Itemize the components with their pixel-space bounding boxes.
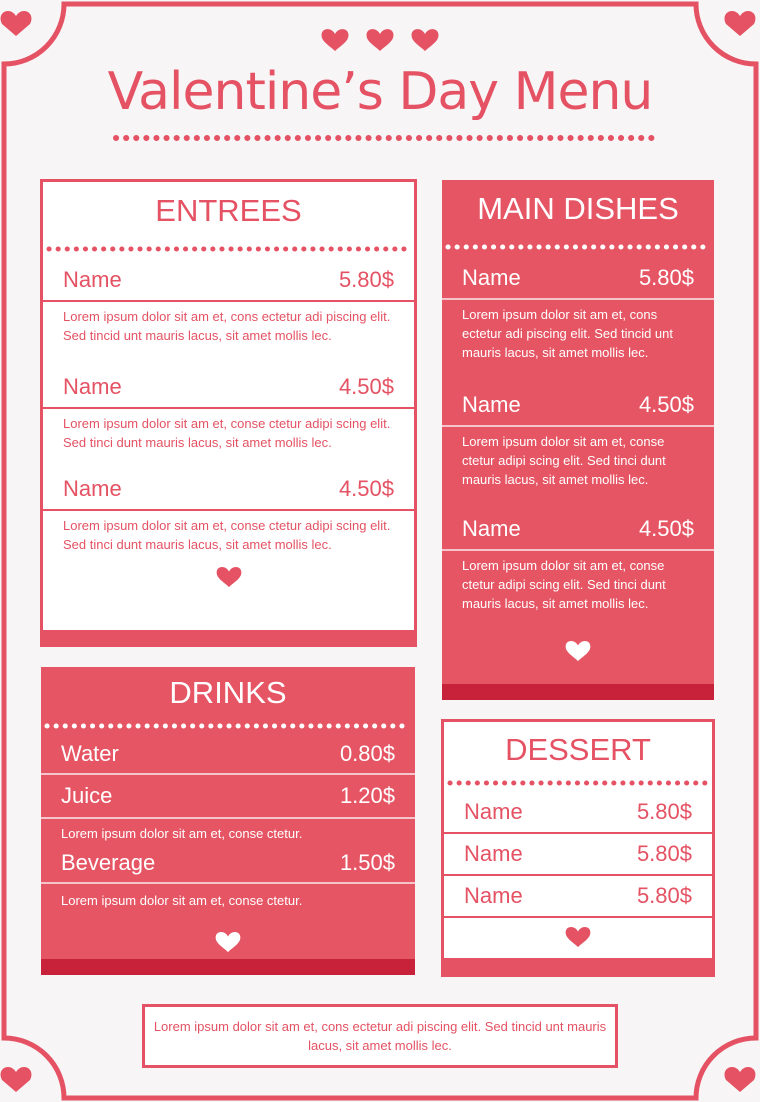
heart-icon bbox=[215, 931, 241, 953]
item-price: 5.80$ bbox=[636, 799, 692, 824]
heart-icon bbox=[565, 640, 591, 662]
item-description: Lorem ipsum dolor sit am et, conse ctetur. bbox=[61, 826, 303, 841]
menu-item bbox=[41, 735, 415, 773]
item-description: Lorem ipsum dolor sit am et, conse ctetur adipi scing elit. Sed tinci dunt mauris lacus, sit amet mollis lec. bbox=[63, 416, 391, 450]
menu-item bbox=[43, 469, 414, 509]
item-description: Lorem ipsum dolor sit am et, conse ctetur adipi scing elit. Sed tinci dunt mauris lacus, sit amet mollis lec. bbox=[462, 558, 666, 611]
item-price: 4.50$ bbox=[338, 476, 394, 501]
entrees-heading: ENTREES bbox=[155, 193, 302, 228]
item-price: 1.20$ bbox=[339, 783, 395, 808]
menu-item bbox=[41, 844, 415, 882]
panel-footer-bar bbox=[444, 958, 712, 974]
item-name: Name bbox=[63, 476, 122, 501]
item-price: 5.80$ bbox=[338, 267, 394, 292]
heart-icon bbox=[321, 28, 349, 52]
item-description: Lorem ipsum dolor sit am et, cons ectetur adi piscing elit. Sed tincid unt mauris lacus, sit amet mollis lec. bbox=[63, 309, 391, 343]
item-divider bbox=[442, 425, 714, 427]
dessert-heading: DESSERT bbox=[505, 732, 651, 767]
item-divider bbox=[442, 298, 714, 300]
item-name: Name bbox=[464, 883, 523, 908]
item-name: Name bbox=[462, 265, 521, 290]
main-dishes-heading: MAIN DISHES bbox=[477, 191, 679, 226]
dotted-divider bbox=[444, 243, 712, 251]
title-hearts bbox=[0, 28, 760, 52]
item-name: Juice bbox=[61, 783, 113, 808]
drinks-panel bbox=[41, 667, 415, 975]
item-name: Name bbox=[464, 799, 523, 824]
dessert-panel bbox=[441, 719, 715, 977]
menu-item bbox=[444, 792, 712, 832]
panel-heart bbox=[442, 640, 714, 667]
corner-heart-bottom-left-icon bbox=[1, 1067, 32, 1092]
item-divider bbox=[41, 817, 415, 819]
panel-footer-bar bbox=[43, 630, 414, 644]
item-price: 5.80$ bbox=[636, 841, 692, 866]
corner-heart-bottom-right-icon bbox=[725, 1067, 756, 1092]
item-divider bbox=[43, 407, 414, 409]
page-title: Valentine’s Day Menu bbox=[107, 62, 653, 122]
footer-text: Lorem ipsum dolor sit am et, cons ectetur adi piscing elit. Sed tincid unt mauris lacus, sit amet mollis lec. bbox=[153, 1019, 607, 1053]
panel-heart bbox=[43, 566, 414, 593]
heart-icon bbox=[565, 926, 591, 948]
menu-item bbox=[444, 876, 712, 916]
menu-item bbox=[41, 775, 415, 817]
item-name: Name bbox=[462, 392, 521, 417]
item-price: 4.50$ bbox=[338, 374, 394, 399]
heart-icon bbox=[216, 566, 242, 588]
item-price: 1.50$ bbox=[339, 850, 395, 875]
main-dishes-panel bbox=[442, 180, 714, 700]
item-name: Water bbox=[61, 741, 119, 766]
menu-item bbox=[442, 258, 714, 298]
item-divider bbox=[442, 549, 714, 551]
item-divider bbox=[43, 509, 414, 511]
menu-item bbox=[442, 509, 714, 549]
panel-heart bbox=[41, 931, 415, 958]
item-name: Name bbox=[63, 267, 122, 292]
dotted-divider bbox=[446, 779, 712, 787]
heart-icon bbox=[366, 28, 394, 52]
panel-heart bbox=[444, 926, 712, 953]
item-name: Name bbox=[63, 374, 122, 399]
item-name: Name bbox=[462, 516, 521, 541]
heart-icon bbox=[411, 28, 439, 52]
item-name: Name bbox=[464, 841, 523, 866]
item-description: Lorem ipsum dolor sit am et, conse ctetur adipi scing elit. Sed tinci dunt mauris lacus, sit amet mollis lec. bbox=[63, 518, 391, 552]
item-price: 5.80$ bbox=[638, 265, 694, 290]
menu-item bbox=[43, 260, 414, 300]
item-description: Lorem ipsum dolor sit am et, cons ectetur adi piscing elit. Sed tincid unt mauris lacus, sit amet mollis lec. bbox=[462, 307, 674, 360]
menu-item bbox=[444, 834, 712, 874]
menu-item bbox=[442, 385, 714, 425]
dotted-divider bbox=[45, 245, 413, 253]
item-divider bbox=[444, 916, 712, 918]
item-name: Beverage bbox=[61, 850, 156, 875]
item-description: Lorem ipsum dolor sit am et, conse ctetur adipi scing elit. Sed tinci dunt mauris lacus, sit amet mollis lec. bbox=[462, 434, 666, 487]
item-description: Lorem ipsum dolor sit am et, conse ctetur. bbox=[61, 893, 303, 908]
dotted-divider bbox=[43, 722, 413, 730]
menu-item bbox=[43, 367, 414, 407]
footer-note bbox=[142, 1004, 618, 1068]
title-dotted-divider bbox=[112, 133, 658, 143]
item-divider bbox=[41, 882, 415, 884]
item-divider bbox=[43, 300, 414, 302]
panel-footer-bar bbox=[442, 684, 714, 700]
entrees-panel bbox=[40, 179, 417, 647]
item-price: 5.80$ bbox=[636, 883, 692, 908]
item-price: 4.50$ bbox=[638, 516, 694, 541]
item-price: 4.50$ bbox=[638, 392, 694, 417]
item-price: 0.80$ bbox=[339, 741, 395, 766]
drinks-heading: DRINKS bbox=[169, 675, 287, 710]
panel-footer-bar bbox=[41, 959, 415, 975]
